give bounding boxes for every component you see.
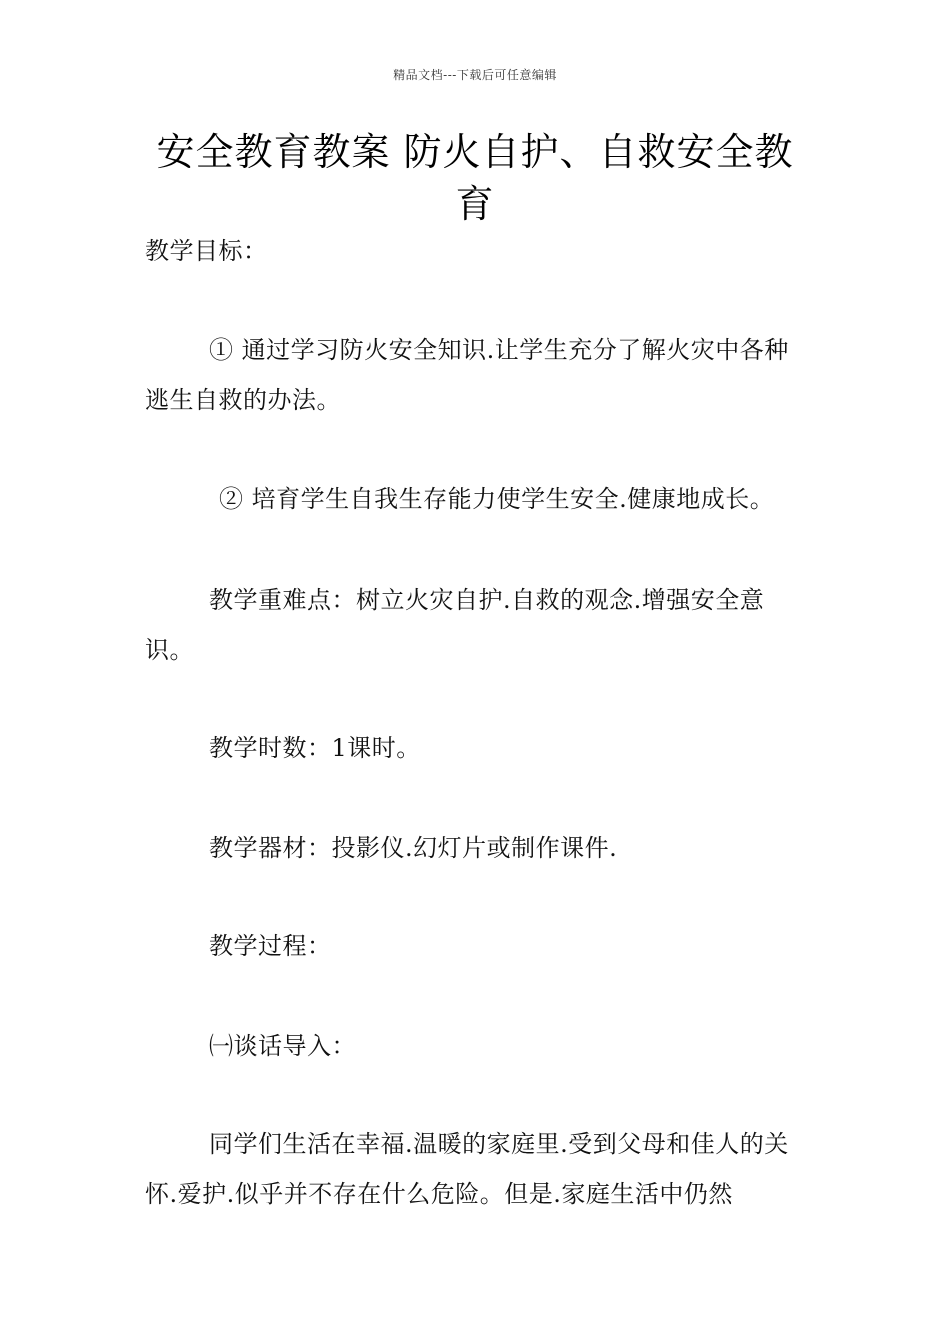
paragraph-class-hours: 教学时数：1课时。	[209, 734, 421, 762]
document-title: 安全教育教案 防火自护、自救安全教育	[156, 130, 794, 226]
paragraph-intro-text: 同学们生活在幸福.温暖的家庭里.受到父母和佳人的关怀.爱护.似乎并不存在什么危险。但是.家庭生活中仍然	[145, 1130, 789, 1208]
paragraph-key-points: 教学重难点：树立火灾自护.自救的观念.增强安全意识。	[145, 586, 765, 664]
paragraph-section-1-heading: ㈠谈话导入：	[209, 1032, 356, 1060]
paragraph-goal-1: ① 通过学习防火安全知识.让学生充分了解火灾中各种逃生自救的办法。	[145, 336, 789, 414]
paragraph-goal-2: ② 培育学生自我生存能力使学生安全.健康地成长。	[219, 485, 775, 513]
paragraph-equipment: 教学器材：投影仪.幻灯片或制作课件.	[209, 834, 618, 862]
paragraph-process-heading: 教学过程：	[209, 932, 332, 960]
paragraph-teaching-goals-heading: 教学目标：	[145, 237, 268, 265]
header-note: 精品文档---下载后可任意编辑	[393, 68, 557, 82]
